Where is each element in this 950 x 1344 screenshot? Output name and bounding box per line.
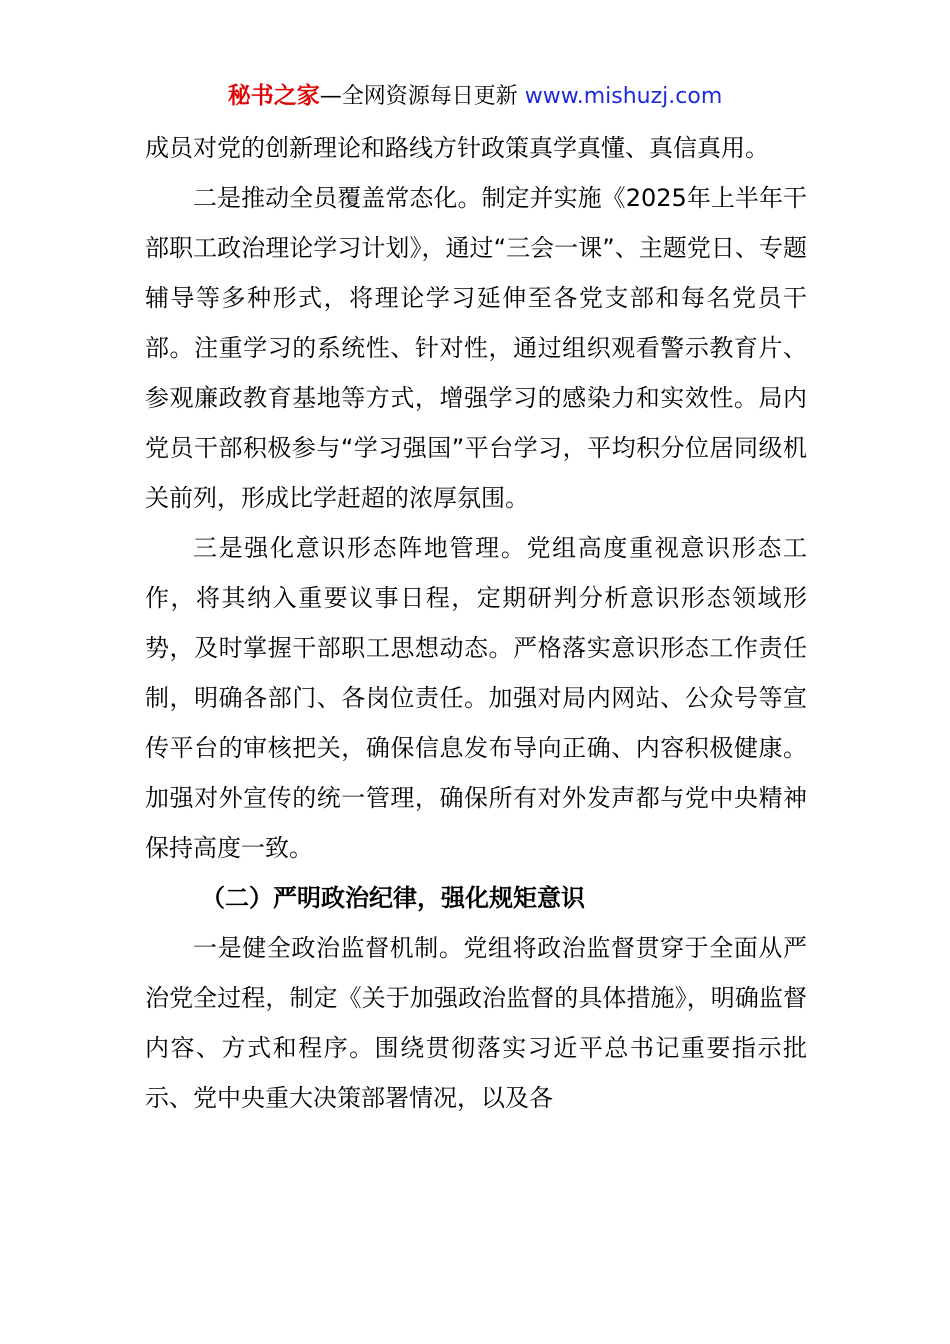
paragraph-point-two: 二是推动全员覆盖常态化。制定并实施《2025年上半年干部职工政治理论学习计划》，通过“三会一课”、主题党日、专题辅导等多种形式，将理论学习延伸至各党支部和每名党员干部。注重学习的系统性、针对性，通过组织观看警示教育片、参观廉政教育基地等方式，增强学习的感染力和实效性。局内党员干部积极参与“学习强国”平台学习，平均积分位居同级机关前列，形成比学赶超的浓厚氛围。 [145, 184, 807, 512]
site-header [0, 79, 950, 114]
site-url-link[interactable]: www.mishuzj.com [524, 84, 723, 109]
paragraph-point-three: 三是强化意识形态阵地管理。党组高度重视意识形态工作，将其纳入重要议事日程，定期研判分析意识形态领域形势，及时掌握干部职工思想动态。严格落实意识形态工作责任制，明确各部门、各岗位责任。加强对局内网站、公众号等宣传平台的审核把关，确保信息发布导向正确、内容积极健康。加强对外宣传的统一管理，确保所有对外发声都与党中央精神保持高度一致。 [145, 534, 807, 862]
document-body [145, 123, 807, 1123]
site-tagline: —全网资源每日更新 [319, 84, 518, 109]
site-brand: 秘书之家 [227, 83, 320, 109]
paragraph-continuation: 成员对党的创新理论和路线方针政策真学真懂、真信真用。 [145, 134, 769, 162]
paragraph-point-one: 一是健全政治监督机制。党组将政治监督贯穿于全面从严治党全过程，制定《关于加强政治监督的具体措施》，明确监督内容、方式和程序。围绕贯彻落实习近平总书记重要指示批示、党中央重大决策部署情况，以及各 [145, 934, 807, 1112]
section-heading: （二）严明政治纪律，强化规矩意识 [201, 884, 585, 912]
